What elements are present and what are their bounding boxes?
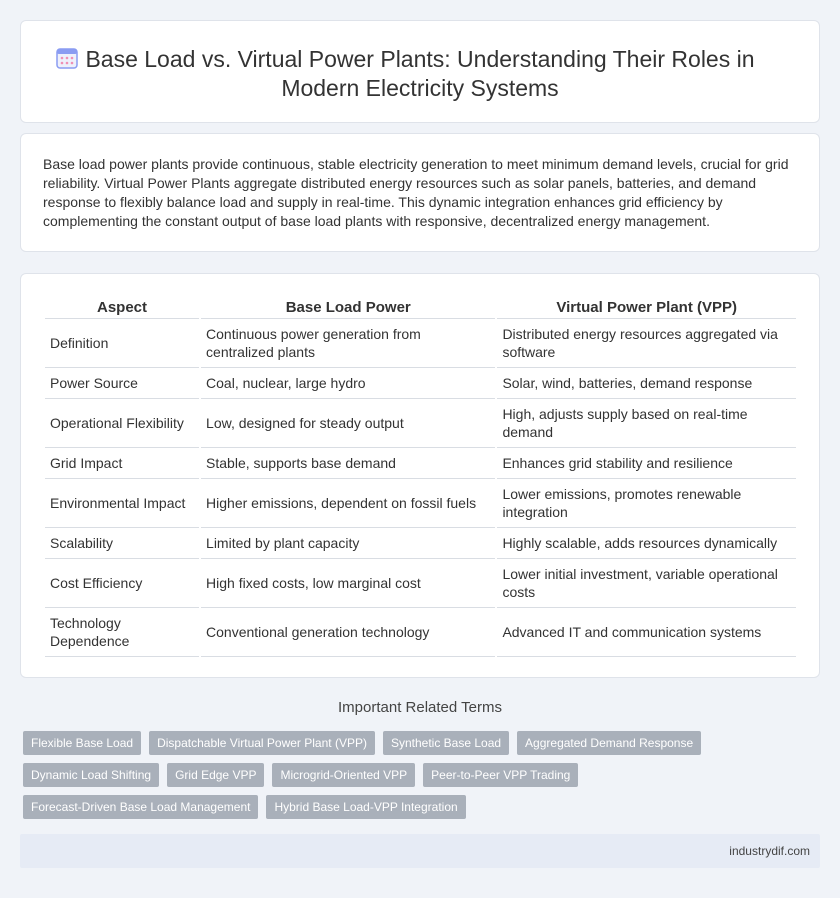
table-cell: Lower initial investment, variable operational costs xyxy=(497,559,796,608)
related-term-tag[interactable]: Aggregated Demand Response xyxy=(517,731,701,755)
column-header-aspect: Aspect xyxy=(45,295,199,319)
table-row xyxy=(45,368,796,399)
table-cell: Continuous power generation from centralized plants xyxy=(201,319,495,368)
related-term-tag[interactable]: Microgrid-Oriented VPP xyxy=(272,763,415,787)
related-term-tag[interactable]: Dynamic Load Shifting xyxy=(23,763,159,787)
table-cell: Stable, supports base demand xyxy=(201,448,495,479)
intro-paragraph: Base load power plants provide continuous, stable electricity generation to meet minimum demand levels, crucial for grid reliability. Virtual Power Plants aggregate distributed energy resources such as solar panels, batteries, and demand response to flexibly balance load and supply in real-time. This dynamic integration enhances grid efficiency by complementing the constant output of base load plants with responsive, decentralized energy management. xyxy=(43,156,789,229)
table-cell: Coal, nuclear, large hydro xyxy=(201,368,495,399)
table-cell: Solar, wind, batteries, demand response xyxy=(497,368,796,399)
table-cell: Highly scalable, adds resources dynamically xyxy=(497,528,796,559)
related-term-tag[interactable]: Grid Edge VPP xyxy=(167,763,264,787)
table-row xyxy=(45,559,796,608)
table-cell: Scalability xyxy=(45,528,199,559)
table-row xyxy=(45,399,796,448)
table-cell: Grid Impact xyxy=(45,448,199,479)
footer-site-name: industrydif.com xyxy=(729,844,810,858)
table-row xyxy=(45,479,796,528)
related-terms-list xyxy=(23,731,813,819)
table-cell: Environmental Impact xyxy=(45,479,199,528)
column-header-base-load: Base Load Power xyxy=(201,295,495,319)
table-row xyxy=(45,319,796,368)
table-row xyxy=(45,448,796,479)
table-cell: Low, designed for steady output xyxy=(201,399,495,448)
table-row xyxy=(45,608,796,657)
comparison-card xyxy=(20,273,820,678)
related-term-tag[interactable]: Flexible Base Load xyxy=(23,731,141,755)
related-term-tag[interactable]: Peer-to-Peer VPP Trading xyxy=(423,763,578,787)
page-title: Base Load vs. Virtual Power Plants: Understanding Their Roles in Modern Electricity Systems xyxy=(85,46,755,101)
comparison-table xyxy=(43,295,798,657)
table-cell: Conventional generation technology xyxy=(201,608,495,657)
table-cell: Cost Efficiency xyxy=(45,559,199,608)
table-cell: Enhances grid stability and resilience xyxy=(497,448,796,479)
related-terms-heading: Important Related Terms xyxy=(338,699,502,716)
table-cell: High fixed costs, low marginal cost xyxy=(201,559,495,608)
related-term-tag[interactable]: Synthetic Base Load xyxy=(383,731,509,755)
column-header-vpp: Virtual Power Plant (VPP) xyxy=(497,295,796,319)
table-cell: Distributed energy resources aggregated via software xyxy=(497,319,796,368)
table-cell: Lower emissions, promotes renewable integration xyxy=(497,479,796,528)
related-term-tag[interactable]: Dispatchable Virtual Power Plant (VPP) xyxy=(149,731,375,755)
table-cell: Power Source xyxy=(45,368,199,399)
footer xyxy=(20,834,820,868)
related-term-tag[interactable]: Hybrid Base Load-VPP Integration xyxy=(266,795,465,819)
table-cell: Operational Flexibility xyxy=(45,399,199,448)
table-header-row xyxy=(45,295,796,319)
table-cell: Technology Dependence xyxy=(45,608,199,657)
table-cell: Higher emissions, dependent on fossil fuels xyxy=(201,479,495,528)
table-cell: High, adjusts supply based on real-time demand xyxy=(497,399,796,448)
related-term-tag[interactable]: Forecast-Driven Base Load Management xyxy=(23,795,258,819)
table-cell: Definition xyxy=(45,319,199,368)
table-cell: Limited by plant capacity xyxy=(201,528,495,559)
intro-card xyxy=(20,133,820,252)
table-row xyxy=(45,528,796,559)
table-cell: Advanced IT and communication systems xyxy=(497,608,796,657)
title-card xyxy=(20,20,820,123)
